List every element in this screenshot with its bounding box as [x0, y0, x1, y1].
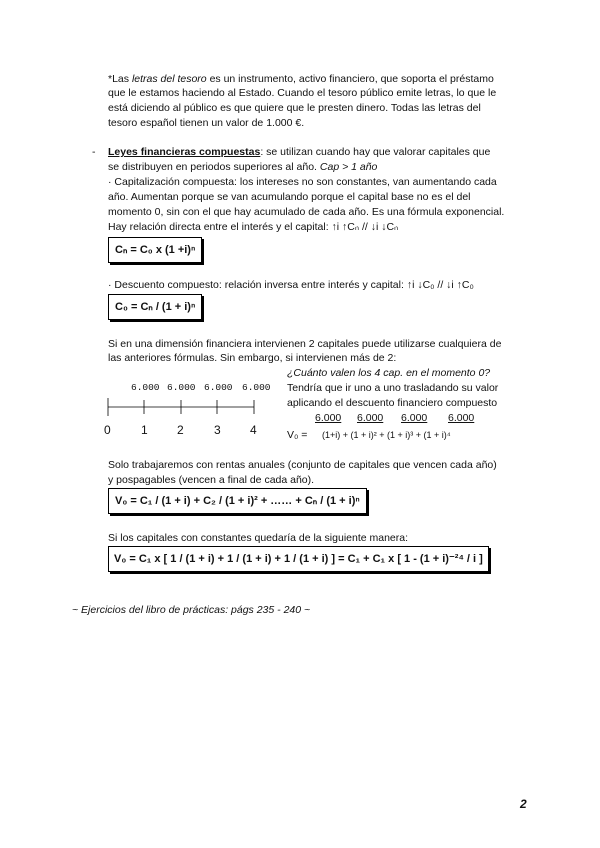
exercises-note: ~ Ejercicios del libro de prácticas: págs 235 - 240 ~	[72, 604, 311, 616]
example-answer-2: aplicando el descuento financiero compuesto	[287, 397, 498, 409]
formula-constantes: V₀ = C₁ x [ 1 / (1 + i) + 1 / (1 + i) + 1 / (1 + i) ] = C₁ + C₁ x [ 1 - (1 + i)⁻²⁴ / i ]	[108, 546, 489, 572]
timeline-tick: 3	[214, 423, 221, 437]
rentas-line-2: y pospagables (vencen a final de cada año).	[108, 474, 315, 486]
intro-italic-term: letras del tesoro	[131, 73, 207, 85]
section-line-2-text: se distribuyen en periodos superiores al año.	[108, 161, 317, 173]
section-heading: Leyes financieras compuestas	[108, 146, 261, 158]
intro-prefix: *Las	[108, 73, 132, 85]
intro-line-1-rest: es un instrumento, activo financiero, que soporta el préstamo	[206, 73, 494, 85]
dimension-line-2: las anteriores fórmulas. Sin embargo, si intervienen más de 2:	[108, 352, 397, 364]
timeline-amount: 6.000	[242, 382, 271, 393]
dimension-line-1: Si en una dimensión financiera intervienen 2 capitales puede utilizarse cualquiera de	[108, 338, 502, 350]
timeline-tick: 4	[250, 423, 257, 437]
rentas-line-1: Solo trabajaremos con rentas anuales (conjunto de capitales que vencen cada año)	[108, 459, 497, 471]
v0-label: V₀ =	[287, 429, 308, 441]
example-answer-1: Tendría que ir uno a uno trasladando su valor	[287, 382, 499, 394]
numerator: 6.000	[401, 412, 428, 424]
cap-line-3: momento 0, sin con el que hay acumulado de cada año. Es una fórmula exponencial.	[108, 206, 505, 218]
cap-line-4: Hay relación directa entre el interés y el capital: ↑i ↑Cₙ // ↓i ↓Cₙ	[108, 221, 399, 233]
intro-line-1	[108, 72, 494, 86]
section-line-1-rest: : se utilizan cuando hay que valorar capitales que	[260, 146, 491, 158]
numerator: 6.000	[315, 412, 342, 424]
constantes-line: Si los capitales con constantes quedaría de la siguiente manera:	[108, 532, 409, 544]
timeline-amount: 6.000	[204, 382, 233, 393]
formula-rentas: V₀ = C₁ / (1 + i) + C₂ / (1 + i)² + …… + Cₙ / (1 + i)ⁿ	[108, 488, 367, 514]
intro-line-4: tesoro español tienen un valor de 1.000 €.	[108, 117, 305, 129]
timeline-amount: 6.000	[131, 382, 160, 393]
timeline-tick: 1	[141, 423, 148, 437]
formula-capitalizacion: Cₙ = C₀ x (1 +i)ⁿ	[108, 237, 202, 263]
formula-descuento: C₀ = Cₙ / (1 + i)ⁿ	[108, 294, 202, 320]
timeline-axis	[100, 396, 270, 418]
section-line-1	[108, 145, 490, 159]
section-line-2	[108, 160, 377, 174]
section-bullet: -	[92, 146, 96, 158]
cap-line-2: año. Aumentan porque se van acumulando porque el capital base no es el del	[108, 191, 471, 203]
denominators: (1+i) + (1 + i)² + (1 + i)³ + (1 + i)⁴	[322, 430, 451, 440]
numerator: 6.000	[448, 412, 475, 424]
intro-line-3: está diciendo al público es que quiere que le presten dinero. Todas las letras del	[108, 102, 481, 114]
cap-line-1: · Capitalización compuesta: los intereses no son constantes, van aumentando cada	[108, 176, 497, 188]
example-question: ¿Cuánto valen los 4 cap. en el momento 0?	[287, 367, 491, 379]
timeline-amount: 6.000	[167, 382, 196, 393]
timeline-tick: 0	[104, 423, 111, 437]
numerator: 6.000	[357, 412, 384, 424]
section-line-2-italic: Cap > 1 año	[319, 161, 378, 173]
descuento-line: · Descuento compuesto: relación inversa entre interés y capital: ↑i ↓C₀ // ↓i ↑C₀	[108, 279, 474, 291]
timeline-tick: 2	[177, 423, 184, 437]
page-number: 2	[520, 797, 527, 811]
intro-line-2: que le estamos haciendo al Estado. Cuando el tesoro público emite letras, lo que le	[108, 87, 497, 99]
